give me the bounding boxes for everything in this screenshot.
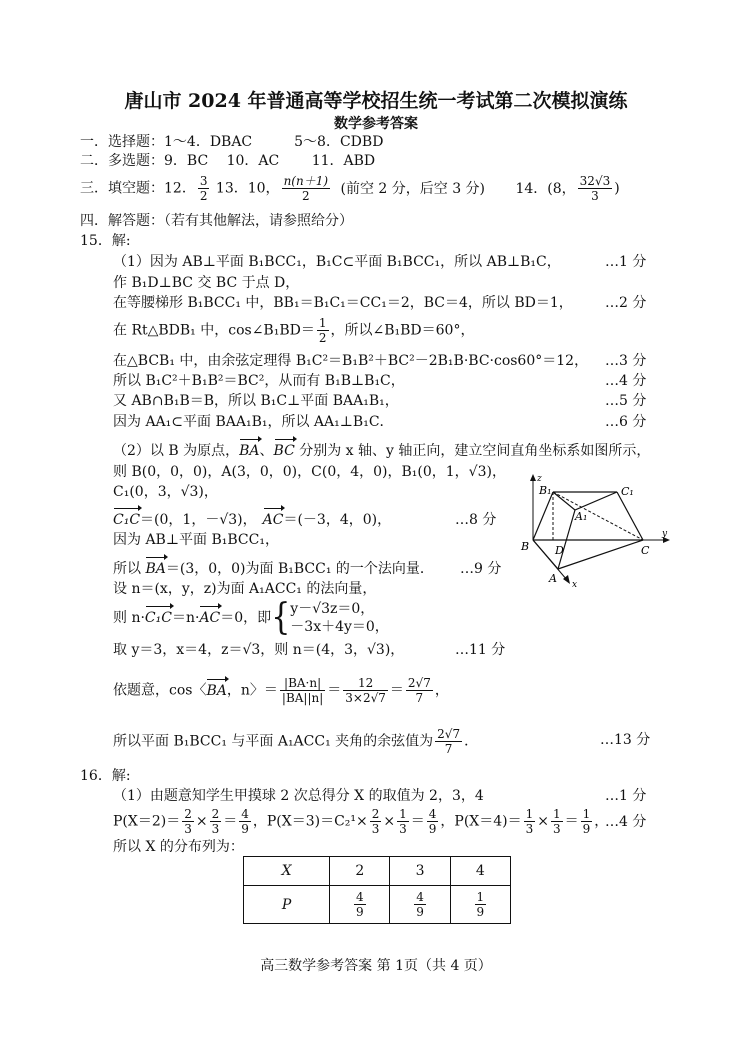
p-denominator: 9 — [356, 905, 364, 919]
q16-score-1: …1 分 — [605, 788, 647, 804]
cos-fraction-2-num: 12 — [343, 676, 388, 691]
frac-c1-num: 1 — [525, 807, 534, 821]
q15-p2-line-10 — [113, 676, 449, 705]
score-11: …11 分 — [455, 642, 506, 658]
q15-p2-line-1-a: （2）以 B 为原点， — [113, 443, 240, 459]
q15-p2-line-10-a: 依题意，cos〈 — [113, 682, 207, 699]
cos-fraction-2 — [343, 676, 388, 705]
page-subtitle: 数学参考答案 — [334, 116, 418, 132]
table-row — [244, 886, 511, 924]
score-4: …4 分 — [605, 373, 647, 389]
z-axis-arrow — [530, 474, 536, 481]
q15-line-2: 作 B₁D⊥BC 交 BC 于点 D， — [113, 275, 300, 291]
vector-C1C: C₁C — [113, 512, 141, 528]
cos-fraction-3 — [406, 676, 433, 705]
frac-b2 — [397, 807, 409, 836]
vector-BC: BC — [273, 443, 295, 459]
section-3-prefix: 三．填空题：12． — [80, 180, 196, 197]
equation-1: y－√3z＝0， — [290, 601, 375, 617]
frac-c2 — [551, 807, 563, 836]
score-3: …3 分 — [605, 353, 647, 369]
cos-fraction-1 — [280, 676, 325, 705]
label-D: D — [555, 544, 564, 557]
frac-c1-den: 3 — [525, 822, 534, 836]
q13-text: 13．10， — [215, 180, 280, 197]
q12-fraction — [198, 174, 210, 203]
eq-a: ＝ — [223, 813, 238, 830]
eq-c: ＝ — [564, 813, 579, 830]
label-x: x — [572, 580, 578, 590]
comma: ， — [434, 682, 449, 699]
table-cell: P — [244, 886, 330, 924]
q16-line-3: 所以 X 的分布列为： — [113, 839, 244, 855]
period: ． — [464, 733, 479, 750]
frac-a2-den: 3 — [211, 822, 220, 836]
label-C1: C₁ — [621, 485, 634, 498]
frac-b3-num: 4 — [428, 807, 437, 821]
q15-p2-line-11-a: 所以平面 B₁BCC₁ 与平面 A₁ACC₁ 夹角的余弦值为 — [113, 733, 434, 750]
system-brace: { — [271, 596, 291, 639]
q15-line-4-b: ，所以∠B₁BD＝60°， — [330, 322, 475, 339]
px2-label: P(X＝2)＝ — [113, 813, 181, 830]
table-row — [244, 857, 511, 886]
q15-p2-line-9: 取 y＝3，x＝4，z＝√3，则 n＝(4，3，√3)， — [113, 642, 405, 658]
p-denominator: 9 — [476, 905, 485, 919]
label-B1: B₁ — [539, 484, 552, 497]
frac-a1 — [182, 807, 194, 836]
section-4: 四．解答题：（若有其他解法，请参照给分） — [80, 213, 353, 229]
q15-p2-line-2: 则 B(0，0，0)，A(3，0，0)，C(0，4，0)，B₁(0，1，√3)， — [113, 464, 506, 480]
times-b: × — [383, 813, 396, 830]
q15-p2-line-1 — [113, 442, 650, 460]
equation-system — [290, 600, 389, 636]
table-cell: X — [244, 857, 330, 886]
q15-p2-line-3: C₁(0，3，√3)， — [113, 484, 218, 500]
label-z: z — [537, 474, 542, 484]
q15-line-1: （1）因为 AB⊥平面 B₁BCC₁，B₁C⊂平面 B₁BCC₁，所以 AB⊥B₁C， — [113, 254, 561, 270]
frac-a2-num: 2 — [211, 807, 220, 821]
table-cell — [390, 886, 450, 924]
frac-b1-den: 3 — [371, 822, 380, 836]
half-denominator: 2 — [318, 331, 327, 345]
label-y: y — [662, 529, 668, 539]
frac-a1-num: 2 — [184, 807, 192, 821]
comma-2: ， — [594, 813, 609, 830]
q15-p2-line-8-b: ＝n· — [171, 610, 200, 626]
q15-line-4-a: 在 Rt△BDB₁ 中，cos∠B₁BD＝ — [113, 322, 315, 339]
frac-a1-den: 3 — [184, 822, 192, 836]
q15-line-5: 在△BCB₁ 中，由余弦定理得 B₁C²＝B₁B²＋BC²－2B₁B·BC·cos60°＝12， — [113, 353, 589, 369]
q15-p2-line-5: 因为 AB⊥平面 B₁BCC₁， — [113, 532, 279, 548]
frac-a3 — [239, 807, 251, 836]
q15-p2-line-6-a: 所以 — [113, 561, 146, 577]
q15-line-8: 因为 AA₁⊂平面 BAA₁B₁，所以 AA₁⊥B₁C． — [113, 414, 394, 430]
frac-b1-num: 2 — [371, 807, 380, 821]
q16-head: 16．解: — [80, 768, 131, 784]
frac-c1 — [524, 807, 536, 836]
q15-line-4 — [113, 316, 474, 345]
equals-2: ＝ — [389, 682, 404, 699]
q15-p2-line-10-b: ，n〉＝ — [226, 682, 278, 699]
q13-fraction — [282, 174, 330, 203]
geometry-figure — [505, 470, 680, 590]
equals-1: ＝ — [327, 682, 342, 699]
frac-c3-den: 9 — [582, 822, 591, 836]
vector-BA-2: BA — [145, 561, 166, 577]
section-1: 一．选择题：1～4．DBAC 5～8．CDBD — [80, 134, 384, 150]
table-cell: 4 — [450, 857, 510, 886]
table-cell — [330, 886, 390, 924]
section-2: 二．多选题：9．BC 10．AC 11．ABD — [80, 153, 376, 169]
frac-c2-den: 3 — [553, 822, 561, 836]
px4-label: ，P(X＝4)＝ — [440, 813, 522, 830]
q15-p2-line-8-a: 则 n· — [113, 610, 145, 626]
vector-C1C-2: C₁C — [144, 610, 172, 626]
q14-text: 14．(8， — [515, 180, 576, 197]
frac-a3-num: 4 — [241, 807, 249, 821]
cos-fraction-3-num: 2√7 — [407, 676, 431, 690]
q15-p2-line-11 — [113, 727, 478, 756]
q12-denominator: 2 — [199, 189, 208, 203]
p-numerator: 4 — [356, 890, 364, 904]
frac-b3-den: 9 — [428, 822, 437, 836]
answer-denominator: 7 — [444, 742, 453, 756]
q12-numerator: 3 — [199, 174, 208, 188]
vector-BA: BA — [239, 443, 260, 459]
q15-line-6: 所以 B₁C²＋B₁B²＝BC²，从而有 B₁B⊥B₁C， — [113, 373, 405, 389]
q15-line-7: 又 AB∩B₁B＝B，所以 B₁C⊥平面 BAA₁B₁， — [113, 393, 399, 409]
p-denominator: 9 — [416, 905, 424, 919]
q14-fraction — [578, 174, 613, 203]
p-numerator: 1 — [476, 890, 485, 904]
q13-numerator: n(n＋1) — [283, 174, 329, 188]
vector-AC-2: AC — [199, 610, 221, 626]
q16-score-4: …4 分 — [605, 814, 647, 830]
q16-line-2 — [113, 807, 608, 836]
equation-2: －3x＋4y＝0， — [290, 619, 389, 635]
score-9: …9 分 — [460, 561, 502, 577]
frac-b3 — [427, 807, 439, 836]
q15-p2-line-4 — [113, 511, 391, 529]
q15-p2-line-8-c: ＝0，即 — [220, 610, 272, 626]
distribution-table — [243, 856, 511, 924]
label-B: B — [521, 540, 530, 553]
edge-AC — [558, 540, 643, 569]
label-A1: A₁ — [575, 510, 588, 523]
p-fraction — [354, 890, 366, 919]
cos-fraction-2-den: 3×2√7 — [345, 691, 386, 705]
answer-numerator: 2√7 — [437, 727, 461, 741]
q15-p2-line-6 — [113, 560, 434, 578]
score-13: …13 分 — [600, 732, 651, 748]
p-fraction — [475, 890, 487, 919]
frac-a2 — [210, 807, 222, 836]
px3-label: ，P(X＝3)＝C₂¹× — [252, 813, 368, 830]
frac-b1 — [370, 807, 382, 836]
label-C: C — [641, 544, 650, 557]
p-numerator: 4 — [416, 890, 424, 904]
frac-a3-den: 9 — [241, 822, 249, 836]
label-A: A — [549, 572, 557, 585]
q16-line-1: （1）由题意知学生甲摸球 2 次总得分 X 的取值为 2，3，4 — [113, 788, 484, 804]
table-cell: 2 — [330, 857, 390, 886]
separator: 、 — [259, 443, 274, 459]
frac-c2-num: 1 — [553, 807, 561, 821]
q15-p2-line-6-b: ＝(3，0，0)为面 B₁BCC₁ 的一个法向量． — [165, 561, 434, 577]
half-fraction — [317, 316, 329, 345]
score-5: …5 分 — [605, 393, 647, 409]
q14-denominator: 3 — [591, 189, 599, 203]
q15-p2-line-8 — [113, 596, 389, 639]
q15-line-3: 在等腰梯形 B₁BCC₁ 中，BB₁＝B₁C₁＝CC₁＝2，BC＝4，所以 BD＝1， — [113, 295, 573, 311]
times-c: × — [537, 813, 550, 830]
q13-note: (前空 2 分，后空 3 分) — [340, 180, 486, 197]
q15-p2-line-4-a: ＝(0，1，－√3)， — [140, 512, 257, 528]
q14-numerator: 32√3 — [579, 174, 611, 188]
eq-b: ＝ — [410, 813, 425, 830]
frac-b2-den: 3 — [399, 822, 407, 836]
edge-B1A1 — [553, 492, 575, 510]
times-a: × — [195, 813, 208, 830]
page-footer: 高三数学参考答案 第 1页（共 4 页） — [260, 958, 492, 974]
frac-c3-num: 1 — [582, 807, 591, 821]
q15-p2-line-4-b: ＝(－3，4，0)， — [283, 512, 392, 528]
q15-p2-line-1-b: 分别为 x 轴、y 轴正向，建立空间直角坐标系如图所示， — [294, 443, 651, 459]
edge-B1B — [533, 492, 553, 540]
page-title: 唐山市 2024 年普通高等学校招生统一考试第二次模拟演练 — [124, 90, 628, 112]
section-3: 三．填空题：12． $\frac{3}{2}$ 13．10， $\frac{n(n+1)}{2}$ (前空 2 分，后空 3 分) 14．(8， $\frac{32√3}{3}$ ) — [80, 174, 620, 203]
score-2: …2 分 — [605, 295, 647, 311]
frac-c3 — [581, 807, 593, 836]
cos-fraction-3-den: 7 — [415, 691, 424, 705]
score-6: …6 分 — [605, 414, 647, 430]
p-fraction — [414, 890, 426, 919]
vector-BA-3: BA — [206, 682, 227, 699]
score-1: …1 分 — [605, 254, 647, 270]
q13-denominator: 2 — [301, 189, 310, 203]
frac-b2-num: 1 — [399, 807, 407, 821]
cos-fraction-1-den: |BA||n| — [281, 691, 324, 705]
half-numerator: 1 — [318, 316, 327, 330]
vector-AC: AC — [262, 512, 284, 528]
answer-fraction — [435, 727, 462, 756]
score-8: …8 分 — [455, 512, 497, 528]
table-cell — [450, 886, 510, 924]
cos-fraction-1-num: |BA·n| — [280, 676, 325, 691]
q15-head: 15．解: — [80, 233, 131, 249]
q15-p2-line-7: 设 n＝(x，y，z)为面 A₁ACC₁ 的法向量， — [113, 581, 377, 597]
table-cell: 3 — [390, 857, 450, 886]
